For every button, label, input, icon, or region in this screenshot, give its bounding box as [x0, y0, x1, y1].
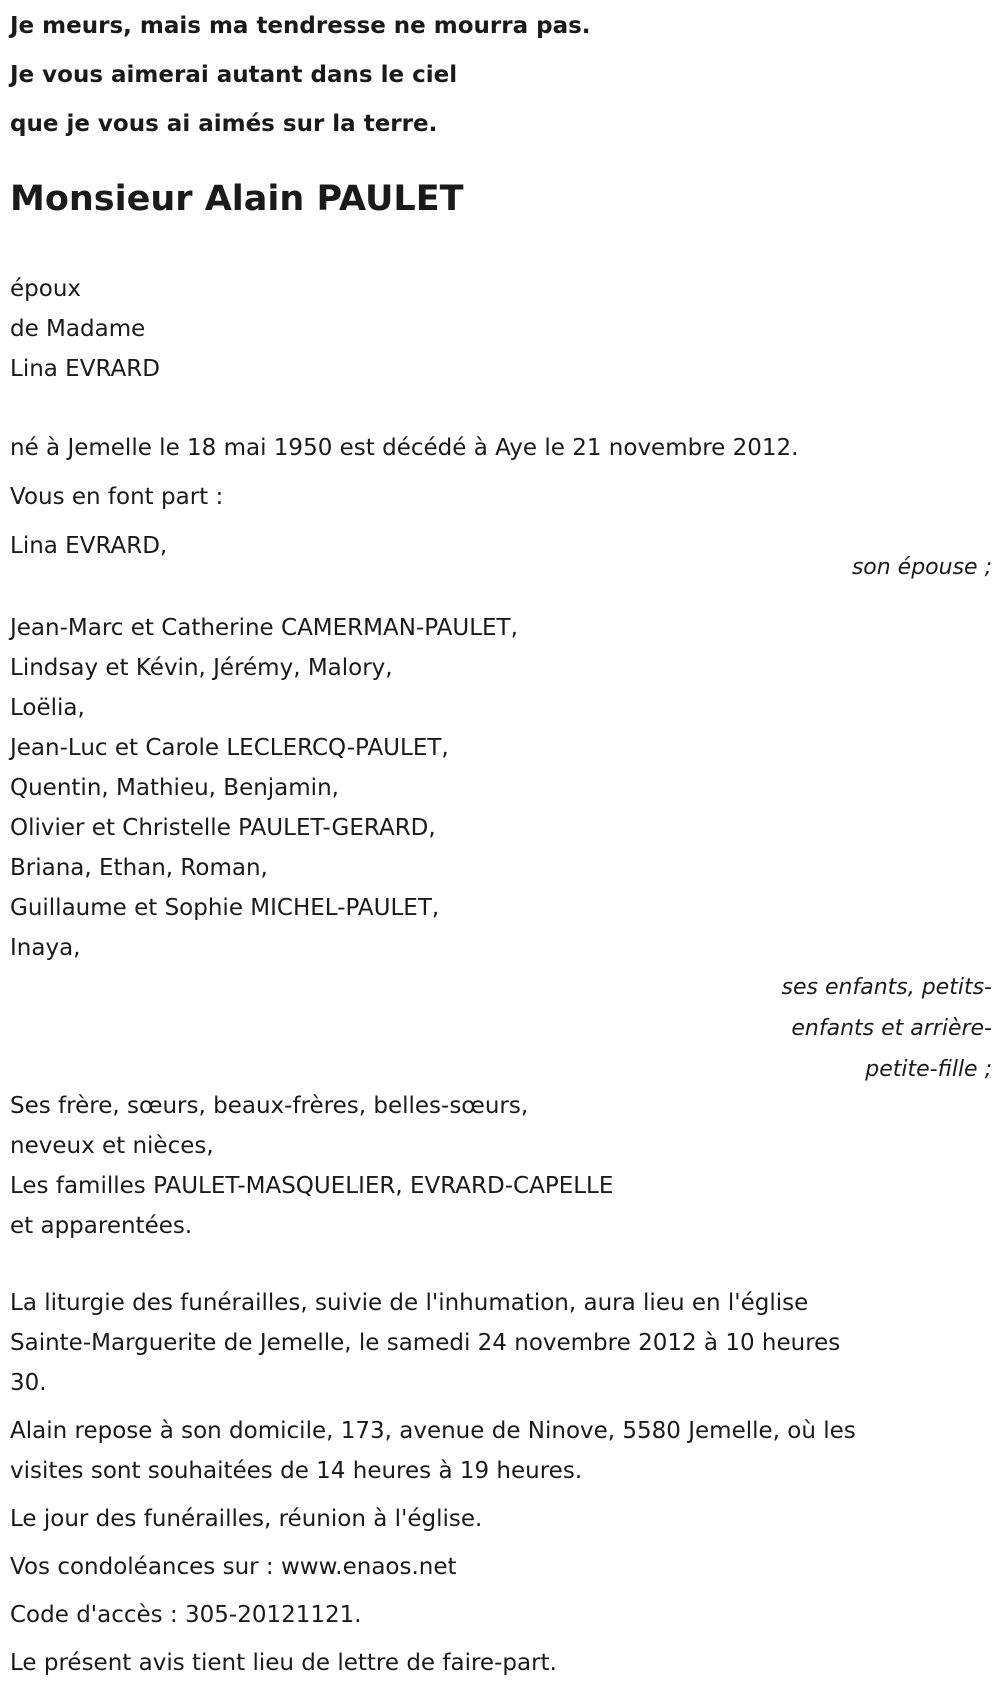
list-item: Lindsay et Kévin, Jérémy, Malory, — [10, 655, 393, 681]
closing-note: Le présent avis tient lieu de lettre de faire-part. — [10, 1650, 557, 1676]
quote-line: Je meurs, mais ma tendresse ne mourra pas. — [10, 13, 591, 39]
family-list — [10, 1086, 990, 1246]
quote-line: que je vous ai aimés sur la terre. — [10, 111, 438, 137]
access-code: Code d'accès : 305-20121121. — [10, 1602, 362, 1628]
visitation-details — [10, 1411, 990, 1491]
condolences-info: Vos condoléances sur : www.enaos.net — [10, 1554, 457, 1580]
spouse-line: époux — [10, 276, 82, 302]
list-item: Inaya, — [10, 935, 81, 961]
meeting-info: Le jour des funérailles, réunion à l'église. — [10, 1506, 483, 1532]
list-item: Loëlia, — [10, 695, 85, 721]
list-item: Jean-Luc et Carole LECLERCQ-PAULET, — [10, 735, 449, 761]
announce-intro: Vous en font part : — [10, 484, 224, 510]
spouse-role: son épouse ; — [851, 555, 992, 580]
epitaph-quote — [10, 0, 990, 149]
funeral-line: La liturgie des funérailles, suivie de l'inhumation, aura lieu en l'église — [10, 1290, 809, 1316]
obituary-notice — [10, 0, 990, 1683]
children-role — [10, 967, 992, 1090]
funeral-details — [10, 1283, 990, 1403]
funeral-line: Sainte-Marguerite de Jemelle, le samedi 24 novembre 2012 à 10 heures — [10, 1330, 841, 1356]
visitation-line: visites sont souhaitées de 14 heures à 19 heures. — [10, 1458, 583, 1484]
funeral-line: 30. — [10, 1370, 47, 1396]
list-item: neveux et nièces, — [10, 1133, 214, 1159]
list-item: Quentin, Mathieu, Benjamin, — [10, 775, 339, 801]
visitation-line: Alain repose à son domicile, 173, avenue de Ninove, 5580 Jemelle, où les — [10, 1418, 856, 1444]
list-item: et apparentées. — [10, 1213, 193, 1239]
spouse-block — [10, 269, 990, 389]
list-item: Les familles PAULET-MASQUELIER, EVRARD-CAPELLE — [10, 1173, 614, 1199]
quote-line: Je vous aimerai autant dans le ciel — [10, 62, 458, 88]
spouse-name: Lina EVRARD, — [10, 533, 168, 559]
spouse-line: Lina EVRARD — [10, 356, 160, 382]
list-item: Jean-Marc et Catherine CAMERMAN-PAULET, — [10, 615, 518, 641]
list-item: Ses frère, sœurs, beaux-frères, belles-sœurs, — [10, 1093, 529, 1119]
birth-death-statement: né à Jemelle le 18 mai 1950 est décédé à Aye le 21 novembre 2012. — [10, 435, 799, 461]
role-line: petite-fille ; — [865, 1057, 992, 1082]
deceased-name: Monsieur Alain PAULET — [10, 179, 464, 219]
children-list — [10, 608, 990, 968]
spouse-line: de Madame — [10, 316, 146, 342]
list-item: Olivier et Christelle PAULET-GERARD, — [10, 815, 436, 841]
role-line: ses enfants, petits- — [781, 975, 992, 1000]
role-line: enfants et arrière- — [791, 1016, 992, 1041]
list-item: Briana, Ethan, Roman, — [10, 855, 268, 881]
list-item: Guillaume et Sophie MICHEL-PAULET, — [10, 895, 440, 921]
